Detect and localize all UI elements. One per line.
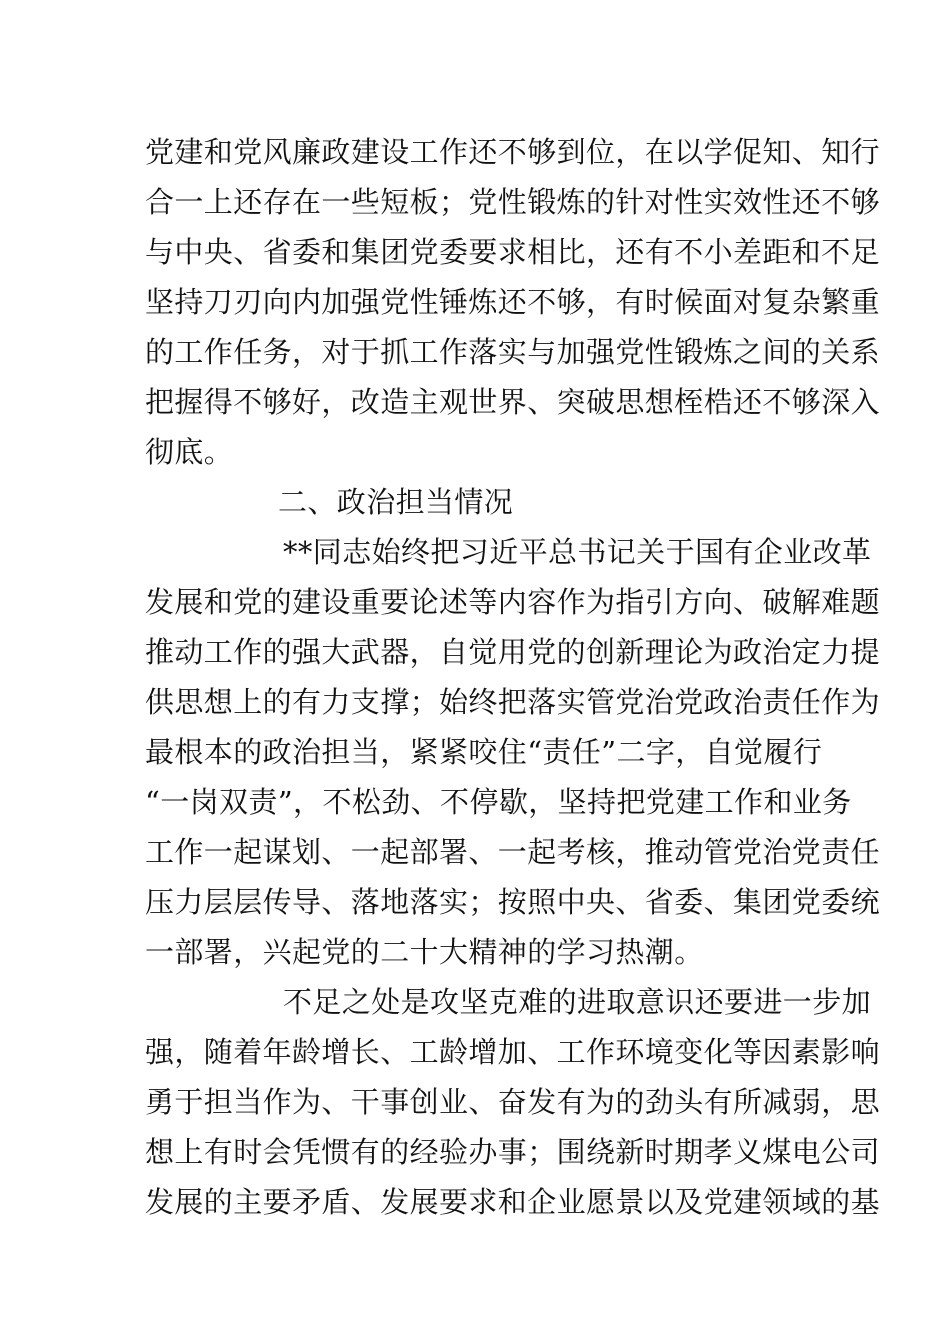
text-line: 供思想上的有力支撑；始终把落实管党治党政治责任作为: [145, 685, 881, 719]
text-line: 推动工作的强大武器，自觉用党的创新理论为政治定力提: [145, 635, 881, 669]
text-line: 压力层层传导、落地落实；按照中央、省委、集团党委统: [145, 885, 881, 919]
text-line: 不足之处是攻坚克难的进取意识还要进一步加: [283, 985, 872, 1019]
text-line: 彻底。: [145, 435, 234, 469]
text-line: 工作一起谋划、一起部署、一起考核，推动管党治党责任: [145, 835, 881, 869]
section-heading: 二、政治担当情况: [278, 485, 514, 519]
text-line: 勇于担当作为、干事创业、奋发有为的劲头有所减弱，思: [145, 1085, 881, 1119]
text-line: “一岗双责”，不松劲、不停歇，坚持把党建工作和业务: [145, 785, 852, 819]
text-line: 把握得不够好，改造主观世界、突破思想桎梏还不够深入: [145, 385, 881, 419]
text-line: 想上有时会凭惯有的经验办事；围绕新时期孝义煤电公司: [145, 1135, 881, 1169]
text-line: 强，随着年龄增长、工龄增加、工作环境变化等因素影响: [145, 1035, 881, 1069]
text-line: 坚持刀刃向内加强党性锤炼还不够，有时候面对复杂繁重: [145, 285, 881, 319]
text-line: 一部署，兴起党的二十大精神的学习热潮。: [145, 935, 704, 969]
text-line: 发展的主要矛盾、发展要求和企业愿景以及党建领域的基: [145, 1185, 881, 1219]
text-line: 发展和党的建设重要论述等内容作为指引方向、破解难题: [145, 585, 881, 619]
text-line: 与中央、省委和集团党委要求相比，还有不小差距和不足: [145, 235, 881, 269]
text-line: 合一上还存在一些短板；党性锻炼的针对性实效性还不够: [145, 185, 881, 219]
text-line: 党建和党风廉政建设工作还不够到位，在以学促知、知行: [145, 135, 881, 169]
text-line: 最根本的政治担当，紧紧咬住“责任”二字，自觉履行: [145, 735, 823, 769]
text-line: 的工作任务，对于抓工作落实与加强党性锻炼之间的关系: [145, 335, 881, 369]
text-line: **同志始终把习近平总书记关于国有企业改革: [283, 535, 872, 569]
